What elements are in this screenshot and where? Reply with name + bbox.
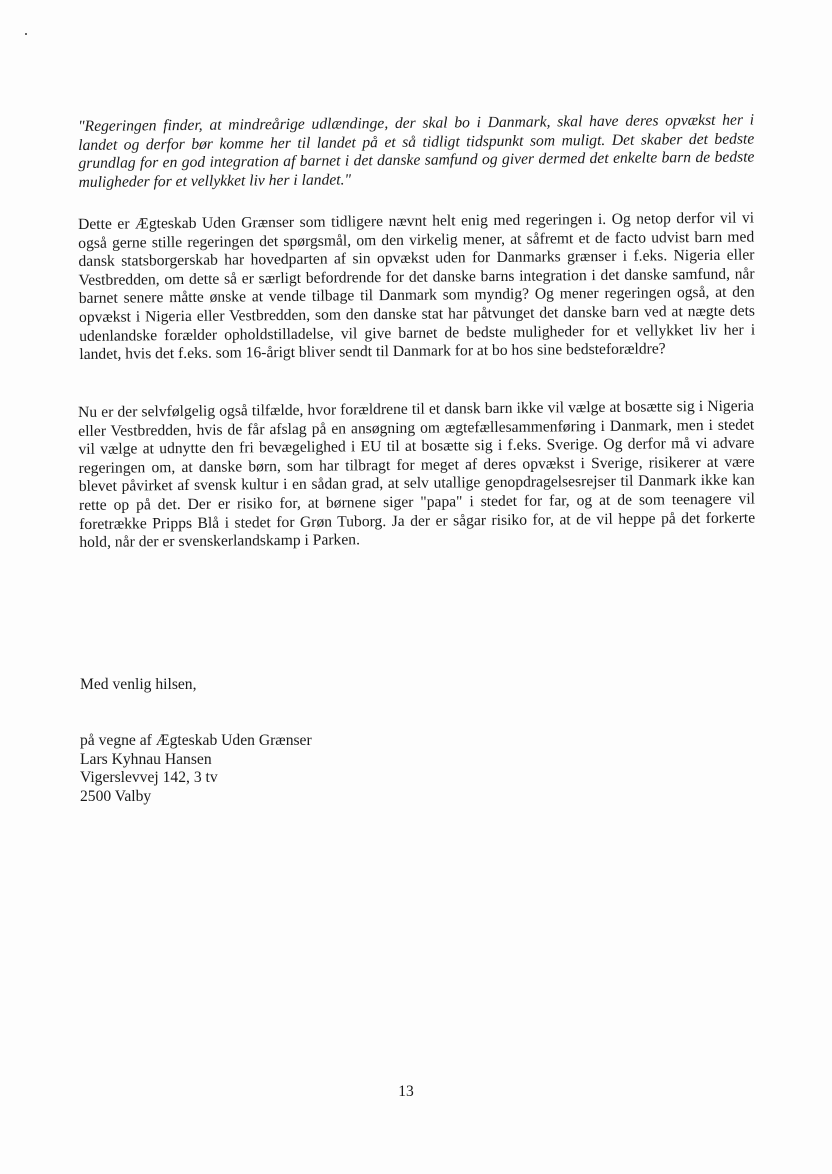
body-paragraph-1: Dette er Ægteskab Uden Grænser som tidligere nævnt helt enig med regeringen i. Og netop derfor vil vi også gerne stille regeringen det spørgsmål, om den virkelig mener, at såfremt et de facto udvist barn med dansk statsborgerskab har hovedparten af sin opvækst uden for Danmarks grænser i f.eks. Nigeria eller Vestbredden, om dette så er særligt befordrende for det danske barns integration i det danske samfund, når barnet senere måtte ønske at vende tilbage til Danmark som myndig? Og mener regeringen også, at den opvækst i Nigeria eller Vestbredden, som den danske stat har påtvunget det danske barn ved at nægte dets udenlandske forælder opholdstilladelse, vil give barnet de bedste muligheder for et vellykket liv her i landet, hvis det f.eks. som 16-årigt bliver sendt til Danmark for at bo hos sine bedsteforældre? xyxy=(78,209,756,364)
quoted-passage: "Regeringen finder, at mindreårige udlændinge, der skal bo i Danmark, skal have deres opvækst her i landet og derfor bør komme her til landet på et så tidligt tidspunkt som muligt. Det skaber det bedste grundlag for en god integration af barnet i det danske samfund og giver dermed det enkelte barn de bedste muligheder for et vellykket liv her i landet." xyxy=(78,111,755,191)
signature-line-street: Vigerslevvej 142, 3 tv xyxy=(80,769,218,787)
signature-line-city: 2500 Valby xyxy=(80,787,152,805)
scan-speck xyxy=(25,33,27,35)
body-paragraph-2: Nu er der selvfølgelig også tilfælde, hvor forældrene til et dansk barn ikke vil vælge at bosætte sig i Nigeria eller Vestbredden, hvis de får afslag på en ansøgning om ægtefællesammenføring i Danmark, men i stedet vil vælge at udnytte den fri bevægelighed i EU til at bosætte sig i f.eks. Sverige. Og derfor må vi advare regeringen om, at danske børn, som har tilbragt for meget af deres opvækst i Sverige, risikerer at være blevet påvirket af svensk kultur i en sådan grad, at selv utallige genopdragelsesrejser til Danmark ikke kan rette op på det. Der er risiko for, at børnene siger "papa" i stedet for far, og at de som teenagere vil foretrække Pripps Blå i stedet for Grøn Tuborg. Ja der er sågar risiko for, at de vil heppe på det forkerte hold, når der er svenskerlandskamp i Parken. xyxy=(78,397,756,552)
signature-line-organization: på vegne af Ægteskab Uden Grænser xyxy=(80,732,312,749)
signature-line-name: Lars Kyhnau Hansen xyxy=(80,750,212,768)
closing-salutation: Med venlig hilsen, xyxy=(80,676,197,693)
signature-block xyxy=(80,732,312,806)
page-number: 13 xyxy=(398,1083,414,1100)
